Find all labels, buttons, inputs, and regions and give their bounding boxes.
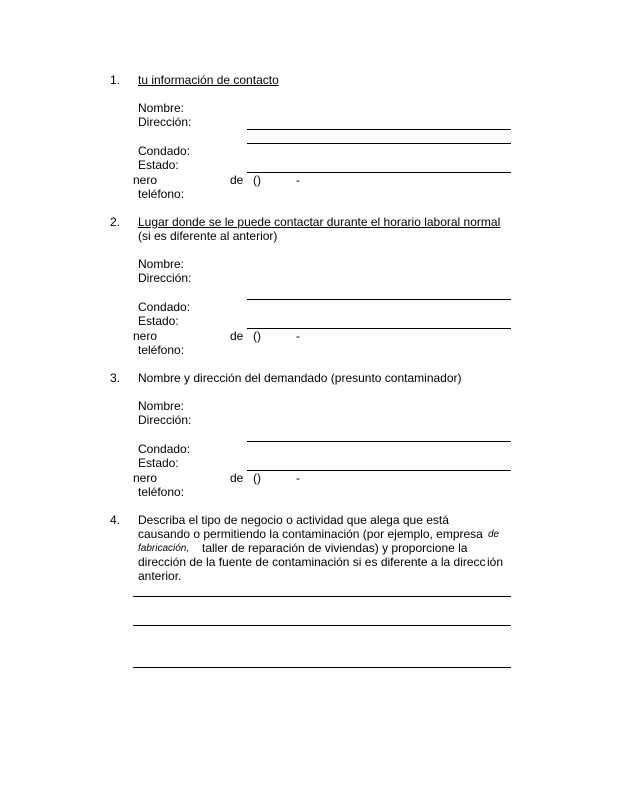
phone-de-label: de [230,173,244,187]
county-label: Condado: [138,300,191,314]
section-subtitle: (si es diferente al anterior) [138,229,278,243]
phone-de-label: de [230,329,244,343]
name-label: Nombre: [138,399,185,413]
description-line-3-start: fabricación, [138,543,190,554]
phone-dash: - [296,329,300,343]
phone-dash: - [296,471,300,485]
phone-area-code[interactable]: () [253,329,261,343]
section-number: 1. [110,73,121,87]
state-label: Estado: [138,158,179,172]
county-label: Condado: [138,442,191,456]
state-label: Estado: [138,456,179,470]
address-line-1[interactable] [247,129,511,130]
phone-area-code[interactable]: () [253,173,261,187]
county-state-line[interactable] [247,172,511,173]
description-line-2: causando o permitiendo la contaminación (por ejemplo, empresa [138,527,483,541]
answer-line-1[interactable] [133,596,511,597]
county-label: Condado: [138,144,191,158]
answer-line-2[interactable] [133,625,511,626]
description-line-5: anterior. [138,569,182,583]
section-title: Nombre y dirección del demandado (presunto contaminador) [138,371,462,385]
description-line-4-end: ión [487,555,504,569]
name-label: Nombre: [138,101,185,115]
description-line-4: dirección de la fuente de contaminación si es diferente a la direcc [138,555,486,569]
phone-area-code[interactable]: () [253,471,261,485]
county-state-line[interactable] [247,470,511,471]
phone-dash: - [296,173,300,187]
name-label: Nombre: [138,257,185,271]
address-line[interactable] [247,299,511,300]
section-title: tu información de contacto [138,73,279,87]
phone-number-label: nero [133,329,158,343]
phone-label: teléfono: [138,187,185,201]
phone-number-label: nero [133,471,158,485]
county-state-line[interactable] [247,328,511,329]
phone-number-label: nero [133,173,158,187]
address-line-2[interactable] [247,143,511,144]
section-number: 2. [110,215,121,229]
state-label: Estado: [138,314,179,328]
answer-line-3[interactable] [133,667,511,668]
description-line-1: Describa el tipo de negocio o actividad que alega que está [138,513,449,527]
description-line-2-end: de [488,529,500,540]
address-label: Dirección: [138,413,192,427]
section-number: 4. [110,513,121,527]
section-title: Lugar donde se le puede contactar durante el horario laboral normal [138,215,501,229]
description-line-3: taller de reparación de viviendas) y proporcione la [202,541,468,555]
phone-label: teléfono: [138,485,185,499]
address-label: Dirección: [138,115,192,129]
phone-de-label: de [230,471,244,485]
phone-label: teléfono: [138,343,185,357]
address-line[interactable] [247,441,511,442]
section-number: 3. [110,371,121,385]
address-label: Dirección: [138,271,192,285]
